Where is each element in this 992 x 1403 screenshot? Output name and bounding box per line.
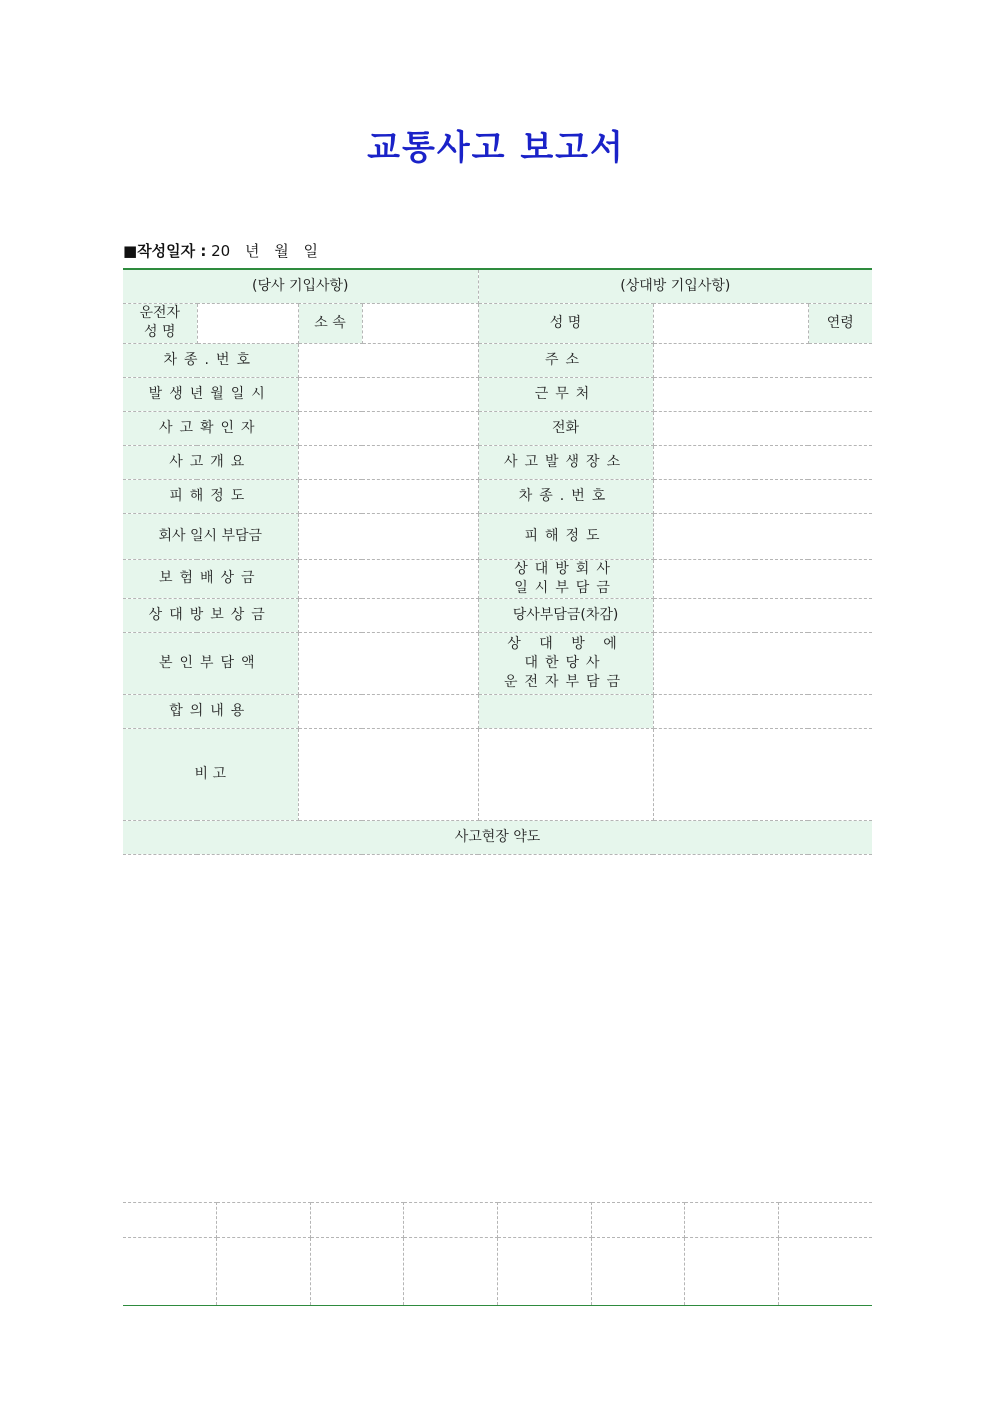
approval-sign-cell[interactable] [404,1238,498,1306]
other-company-temporary-charge-label: 상대방회사 일시부담금 [478,559,653,598]
other-party-compensation-field[interactable] [298,598,478,632]
empty-field-cell[interactable] [653,694,872,728]
approval-title-cell[interactable] [310,1203,404,1238]
remarks-field-3[interactable] [653,728,872,820]
remarks-field-2[interactable] [478,728,653,820]
damage-extent-field[interactable] [298,479,478,513]
affiliation-label: 소 속 [298,303,362,343]
accident-summary-field[interactable] [298,445,478,479]
creation-date-label: ■작성일자 : [123,242,207,260]
accident-location-label: 사고발생장소 [478,445,653,479]
driver-name-label: 운전자 성 명 [123,303,197,343]
occurrence-datetime-field[interactable] [298,377,478,411]
accident-confirmer-label: 사고확인자 [123,411,298,445]
accident-report-table [123,268,872,855]
creation-date-value: 20 년 월 일 [211,242,319,260]
approval-title-cell[interactable] [217,1203,311,1238]
phone-field[interactable] [653,411,872,445]
approval-grid [123,1202,872,1306]
remarks-label: 비 고 [123,728,298,820]
company-temporary-charge-field[interactable] [298,513,478,559]
approval-title-cell[interactable] [591,1203,685,1238]
personal-charge-label: 본인부담액 [123,632,298,694]
empty-label-cell [478,694,653,728]
company-temporary-charge-label: 회사 일시 부담금 [123,513,298,559]
other-vehicle-number-field[interactable] [653,479,872,513]
approval-title-cell[interactable] [778,1203,872,1238]
driver-charge-to-other-field[interactable] [653,632,872,694]
phone-label: 전화 [478,411,653,445]
driver-name-field[interactable] [197,303,298,343]
age-label: 연령 [808,303,872,343]
vehicle-number-field[interactable] [298,343,478,377]
other-name-label: 성 명 [478,303,653,343]
insurance-compensation-label: 보험배상금 [123,559,298,598]
approval-title-cell[interactable] [498,1203,592,1238]
insurance-compensation-field[interactable] [298,559,478,598]
vehicle-number-label: 차종.번호 [123,343,298,377]
approval-sign-cell[interactable] [591,1238,685,1306]
creation-date [123,240,318,262]
other-company-temporary-charge-field[interactable] [653,559,872,598]
workplace-label: 근무처 [478,377,653,411]
accident-confirmer-field[interactable] [298,411,478,445]
agreement-field[interactable] [298,694,478,728]
other-party-compensation-label: 상대방보상금 [123,598,298,632]
personal-charge-field[interactable] [298,632,478,694]
approval-title-cell[interactable] [123,1203,217,1238]
company-section-header: (당사 기입사항) [123,269,478,303]
affiliation-field[interactable] [362,303,478,343]
workplace-field[interactable] [653,377,872,411]
approval-sign-cell[interactable] [310,1238,404,1306]
remarks-field-1[interactable] [298,728,478,820]
company-charge-deduction-label: 당사부담금(차감) [478,598,653,632]
accident-location-field[interactable] [653,445,872,479]
other-vehicle-number-label: 차종.번호 [478,479,653,513]
approval-title-cell[interactable] [685,1203,779,1238]
other-party-section-header: (상대방 기입사항) [478,269,872,303]
other-name-field[interactable] [653,303,808,343]
address-label: 주소 [478,343,653,377]
approval-title-cell[interactable] [404,1203,498,1238]
company-charge-deduction-field[interactable] [653,598,872,632]
other-damage-extent-field[interactable] [653,513,872,559]
occurrence-datetime-label: 발생년월일시 [123,377,298,411]
accident-summary-label: 사고개요 [123,445,298,479]
other-damage-extent-label: 피해정도 [478,513,653,559]
damage-extent-label: 피해정도 [123,479,298,513]
approval-sign-cell[interactable] [778,1238,872,1306]
approval-sign-cell[interactable] [217,1238,311,1306]
driver-charge-to-other-label: 상 대 방 에 대한당사 운전자부담금 [478,632,653,694]
approval-sign-cell[interactable] [123,1238,217,1306]
address-field[interactable] [653,343,872,377]
accident-sketch-header: 사고현장 약도 [123,820,872,854]
page-title: 교통사고 보고서 [367,128,625,168]
approval-sign-cell[interactable] [685,1238,779,1306]
agreement-label: 합의내용 [123,694,298,728]
approval-sign-cell[interactable] [498,1238,592,1306]
